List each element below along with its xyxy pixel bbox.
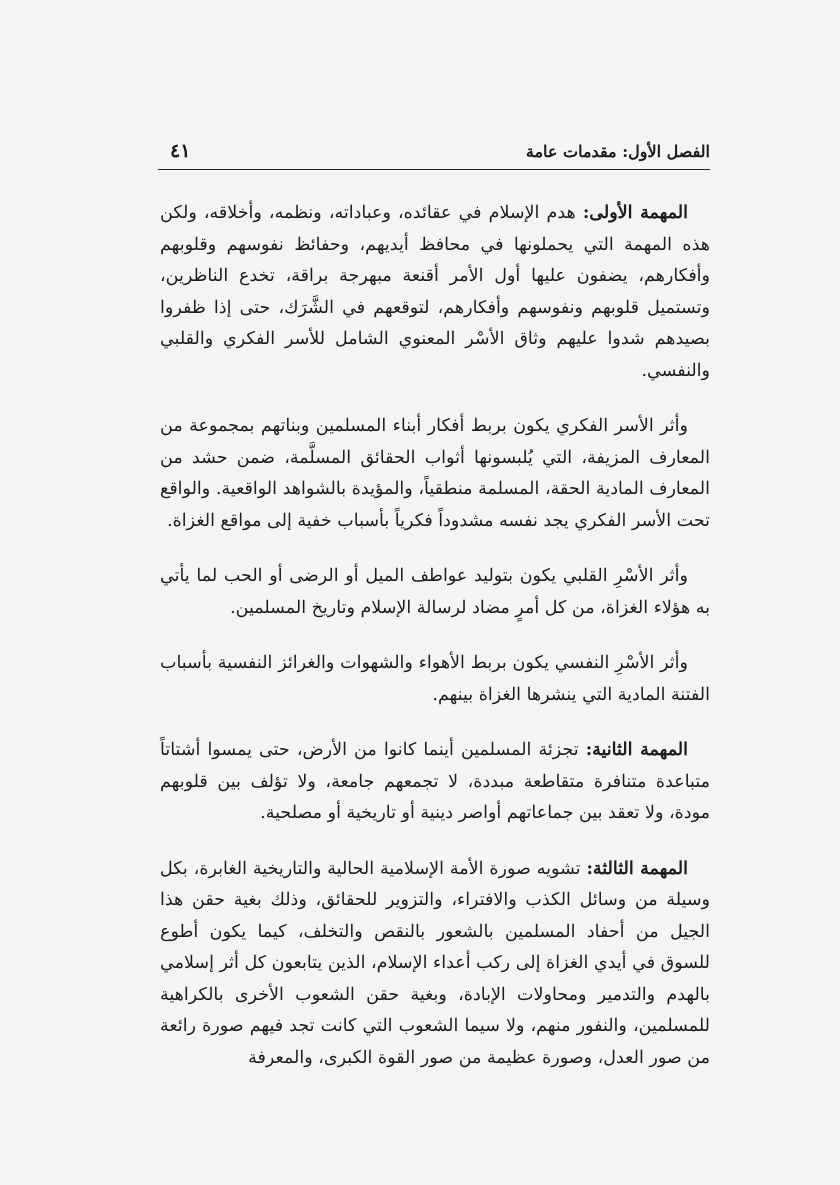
paragraph-text: تشويه صورة الأمة الإسلامية الحالية والتاريخية الغابرة، بكل وسيلة من وسائل الكذب والافتراء، والتزوير للحقائق، وذلك بغية حقن هذا الجيل من أحفاد المسلمين بالشعور بالنقص والتخلف، كيما يكون أطوع للسوق في أيدي الغزاة إلى ركب أعداء الإسلام، الذين يتابعون كل أثر إسلامي بالهدم والتدمير ومحاولات الإبادة، وبغية حقن الشعوب الأخرى بالكراهية للمسلمين، والنفور منهم، ولا سيما الشعوب التي كانت تجد فيهم صورة رائعة من صور العدل، وصورة عظيمة من صور القوة الكبرى، والمعرفة: [160, 858, 710, 1068]
paragraph-second-task: [160, 735, 710, 830]
paragraph-text: تجزئة المسلمين أينما كانوا من الأرض، حتى يمسوا أشتاتاً متباعدة متنافرة متقاطعة مبددة، لا تجمعهم جامعة، ولا تؤلف بين قلوبهم مودة، ولا تعقد بين جماعاتهم أواصر دينية أو تاريخية أو مصلحية.: [160, 740, 710, 823]
paragraph-lead: المهمة الأولى:: [582, 203, 688, 223]
paragraph-emotional-captivity: [160, 561, 710, 624]
header-rule: [158, 169, 710, 170]
paragraph-first-task: [160, 198, 710, 387]
paragraph-text: وأثر الأسْرِ القلبي يكون بتوليد عواطف الميل أو الرضى أو الحب لما يأتي به هؤلاء الغزاة، من كل أمرٍ مضاد لرسالة الإسلام وتاريخ المسلمين.: [160, 566, 710, 618]
paragraph-intellectual-captivity: [160, 411, 710, 537]
paragraph-psychological-captivity: [160, 648, 710, 711]
paragraph-lead: المهمة الثالثة:: [586, 858, 688, 879]
paragraph-lead: المهمة الثانية:: [585, 740, 688, 760]
paragraph-text: وأثر الأسْرِ النفسي يكون بربط الأهواء والشهوات والغرائز النفسية بأسباب الفتنة المادية التي ينشرها الغزاة بينهم.: [160, 653, 710, 705]
paragraph-text: وأثر الأسر الفكري يكون بربط أفكار أبناء المسلمين وبناتهم بمجموعة من المعارف المزيفة، التي يُلبسونها أثواب الحقائق المسلَّمة، ضمن حشد من المعارف المادية الحقة، المسلمة منطقياً، والمؤيدة بالشواهد الواقعية. والواقع تحت الأسر الفكري يجد نفسه مشدوداً فكرياً بأسباب خفية إلى مواقع الغزاة.: [160, 416, 710, 531]
paragraph-third-task: [160, 854, 710, 1075]
chapter-title: الفصل الأول: مقدمات عامة: [525, 142, 710, 161]
page-number: ٤١: [170, 140, 191, 162]
paragraph-text: هدم الإسلام في عقائده، وعباداته، ونظمه، وأخلاقه، ولكن هذه المهمة التي يحملونها في محافظ أيديهم، وحفائظ نفوسهم وقلوبهم وأفكارهم، يضفون عليها أول الأمر أقنعة مبهرجة براقة، تخدع الناظرين، وتستميل قلوبهم ونفوسهم وأفكارهم، لتوقعهم في الشَّرَك، حتى إذا ظفروا بصيدهم شدوا عليهم وثاق الأسْر المعنوي الشامل للأسر الفكري والقلبي والنفسي.: [160, 203, 710, 381]
page-header: [158, 136, 710, 170]
page-body: [160, 198, 710, 1074]
